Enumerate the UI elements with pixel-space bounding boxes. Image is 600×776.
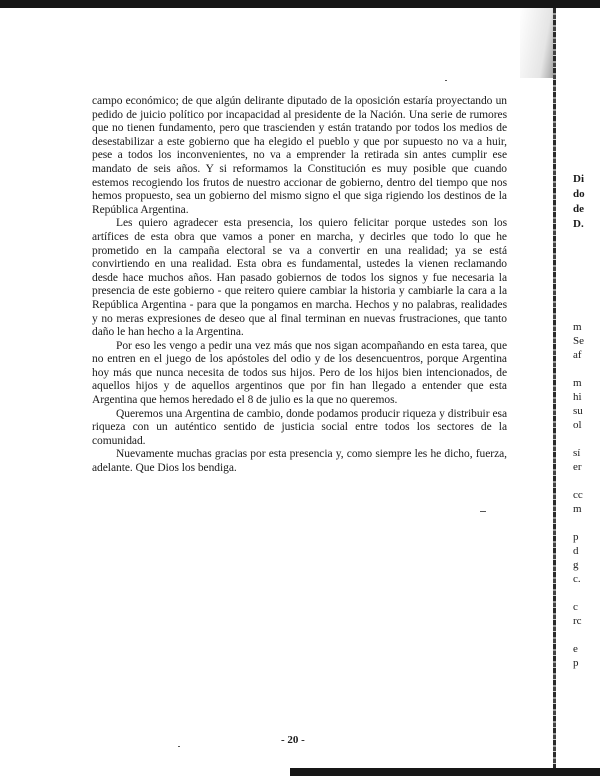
adjacent-fragment-gap xyxy=(573,474,584,488)
scan-border-bottom xyxy=(290,768,600,776)
scan-border-top xyxy=(0,0,600,8)
adjacent-fragment: af xyxy=(573,349,582,361)
adjacent-heading-line: Di xyxy=(573,173,584,185)
adjacent-fragment-gap xyxy=(573,586,584,600)
adjacent-fragment-gap xyxy=(573,516,584,530)
paragraph: Nuevamente muchas gracias por esta presencia y, como siempre les he dicho, fuerza, adelante. Que Dios los bendiga. xyxy=(92,448,507,475)
adjacent-fragment: su xyxy=(573,405,583,417)
scan-speck xyxy=(445,80,447,81)
adjacent-fragment: cc xyxy=(573,489,583,501)
adjacent-fragment: ol xyxy=(573,419,582,431)
paragraph: Les quiero agradecer esta presencia, los quiero felicitar porque ustedes son los artífices de esta obra que vamos a poner en marcha, y decirles que todo lo que he prometido en la campaña electoral se va a convertir en una realidad; ya se está convirtiendo en una realidad. Esta obra es fundamental, ustedes la vienen reclamando desde hace muchos años. Han pasado gobiernos de todos los signos y fue necesaria la presencia de este gobierno - que reitero quiere cambiar la historia y cambiarle la cara a la República Argentina - para que la pongamos en marcha. Hechos y no palabras, realidades y no meras expresiones de deseo que al final terminan en nuevas frustraciones, que tanto daño le han hecho a la Argentina. xyxy=(92,217,507,339)
scan-speck xyxy=(178,746,180,747)
paragraph: Por eso les vengo a pedir una vez más que nos sigan acompañando en esta tarea, que no entren en el juego de los apóstoles del odio y de los desencuentros, porque Argentina hoy más que nunca necesita de todos sus hijos. Pero de los hijos bien intencionados, de aquellos hijos y de aquellos argentinos que por fin han llegado a entender que esta Argentina que hemos heredado el 8 de julio es la que no queremos. xyxy=(92,339,507,407)
adjacent-fragment-gap xyxy=(573,628,584,642)
adjacent-fragment: p xyxy=(573,531,579,543)
adjacent-fragment: rc xyxy=(573,615,582,627)
adjacent-page-fragments xyxy=(573,320,584,670)
document-body xyxy=(92,95,507,476)
adjacent-fragment: c. xyxy=(573,573,581,585)
adjacent-fragment: m xyxy=(573,321,582,333)
adjacent-fragment: c xyxy=(573,601,578,613)
adjacent-heading-line: de xyxy=(573,203,584,215)
adjacent-page-heading xyxy=(573,172,585,232)
adjacent-fragment: hi xyxy=(573,391,582,403)
adjacent-heading-line: do xyxy=(573,188,585,200)
adjacent-fragment-gap xyxy=(573,432,584,446)
adjacent-fragment: e xyxy=(573,643,578,655)
adjacent-fragment: g xyxy=(573,559,579,571)
page-binding-edge xyxy=(553,8,556,768)
paragraph: Queremos una Argentina de cambio, donde podamos producir riqueza y distribuir esa riqueza con un auténtico sentido de justicia social entre todos los sectores de la comunidad. xyxy=(92,407,507,447)
adjacent-fragment: er xyxy=(573,461,582,473)
page-number: - 20 - xyxy=(281,734,305,746)
adjacent-fragment: m xyxy=(573,377,582,389)
adjacent-fragment: sí xyxy=(573,447,581,459)
adjacent-fragment: d xyxy=(573,545,579,557)
scan-speck xyxy=(480,511,486,512)
adjacent-fragment: m xyxy=(573,503,582,515)
adjacent-heading-line: D. xyxy=(573,218,584,230)
paragraph: campo económico; de que algún delirante diputado de la oposición estaría proyectando un pedido de juicio político por incapacidad al presidente de la Nación. Una serie de rumores que no tienen fundamento, pero que trascienden y están tratando por todos los medios de desestabilizar a este gobierno que ha elegido el pueblo y que por supuesto no va a huir, pese a todos los inconvenientes, no va a emprender la retirada sin antes cumplir ese mandato de seis años. Y si reformamos la Constitución es muy posible que cuando estemos recogiendo los frutos de nuestro accionar de gobierno, dentro del tiempo que nos hemos propuesto, sea un gobierno del mismo signo el que siga rigiendo los destinos de la República Argentina. xyxy=(92,95,507,216)
adjacent-fragment: p xyxy=(573,657,579,669)
adjacent-fragment: Se xyxy=(573,335,584,347)
adjacent-fragment-gap xyxy=(573,362,584,376)
page-curl-shadow xyxy=(520,8,553,78)
